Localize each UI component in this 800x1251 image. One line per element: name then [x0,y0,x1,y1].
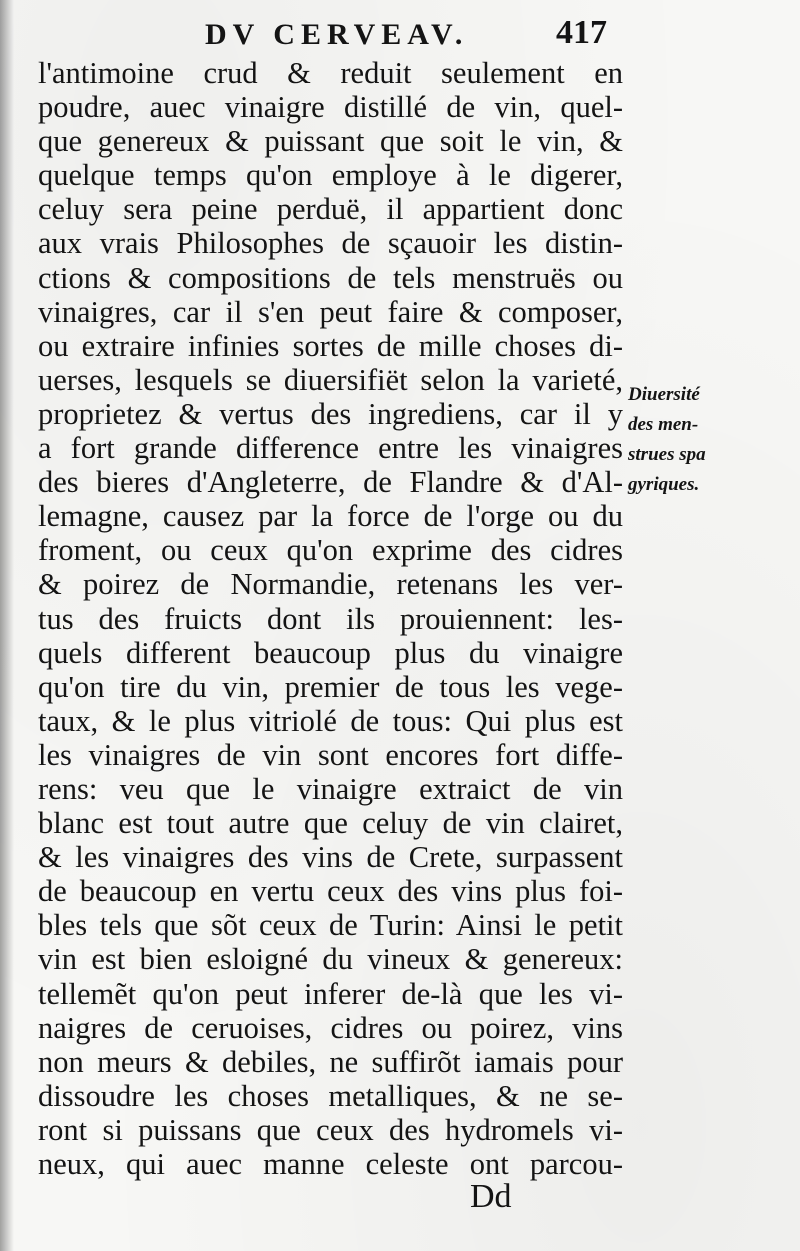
text-line: proprietez & vertus des ingrediens, car il y [38,396,623,431]
text-line: neux, qui auec manne celeste ont parcou- [38,1147,623,1181]
margin-note-line: des men- [628,414,699,435]
text-line: dissoudre les choses metalliques, & ne se- [38,1078,623,1113]
text-line: quels different beaucoup plus du vinaigre [38,635,623,670]
text-line: tus des fruicts dont ils prouiennent: les- [38,601,623,636]
margin-note-line: gyriques. [628,474,700,495]
text-line: naigres de ceruoises, cidres ou poirez, vins [38,1010,623,1045]
text-line: uerses, lesquels se diuersifiët selon la varieté, [38,362,623,397]
text-line: qu'on tire du vin, premier de tous les vege- [38,669,623,704]
margin-note [628,380,796,500]
text-line: & poirez de Normandie, retenans les ver- [38,567,623,602]
text-line: froment, ou ceux qu'on exprime des cidres [38,533,623,568]
text-line: ctions & compositions de tels menstruës ou [38,260,623,295]
text-line: rens: veu que le vinaigre extraict de vin [38,771,623,806]
text-line: celuy sera peine perduë, il appartient donc [38,192,623,227]
text-line: ront si puissans que ceux des hydromels vi- [38,1112,623,1147]
page-number: 417 [556,14,607,51]
text-line: vin est bien esloigné du vineux & genereux: [38,942,623,977]
text-line: taux, & le plus vitriolé de tous: Qui plus est [38,703,623,738]
text-line: poudre, auec vinaigre distillé de vin, quel- [38,90,623,125]
text-line: les vinaigres de vin sont encores fort diffe- [38,737,623,772]
text-line: que genereux & puissant que soit le vin, & [38,124,623,159]
text-line: quelque temps qu'on employe à le digerer, [38,158,623,193]
text-line: lemagne, causez par la force de l'orge ou du [38,499,623,534]
text-line: l'antimoine crud & reduit seulement en [38,56,623,90]
text-line: vinaigres, car il s'en peut faire & composer, [38,294,623,329]
text-line: des bieres d'Angleterre, de Flandre & d'Al- [38,465,623,500]
binding-shadow [0,0,14,1251]
text-line: de beaucoup en vertu ceux des vins plus foi- [38,874,623,909]
text-line: aux vrais Philosophes de sçauoir les distin- [38,226,623,261]
running-head: DV CERVEAV. [205,18,469,51]
body-text [38,56,623,1181]
signature-mark: Dd [470,1178,512,1215]
text-line: bles tels que sõt ceux de Turin: Ainsi le petit [38,908,623,943]
text-line: a fort grande difference entre les vinaigres [38,431,623,466]
text-line: blanc est tout autre que celuy de vin clairet, [38,806,623,841]
text-line: non meurs & debiles, ne suffirõt iamais pour [38,1044,623,1079]
text-line: & les vinaigres des vins de Crete, surpassent [38,840,623,875]
text-line: ou extraire infinies sortes de mille choses di- [38,328,623,363]
margin-note-line: strues spa [628,444,706,465]
text-line: tellemẽt qu'on peut inferer de-là que les vi- [38,976,623,1011]
margin-note-line: Diuersité [628,384,700,405]
